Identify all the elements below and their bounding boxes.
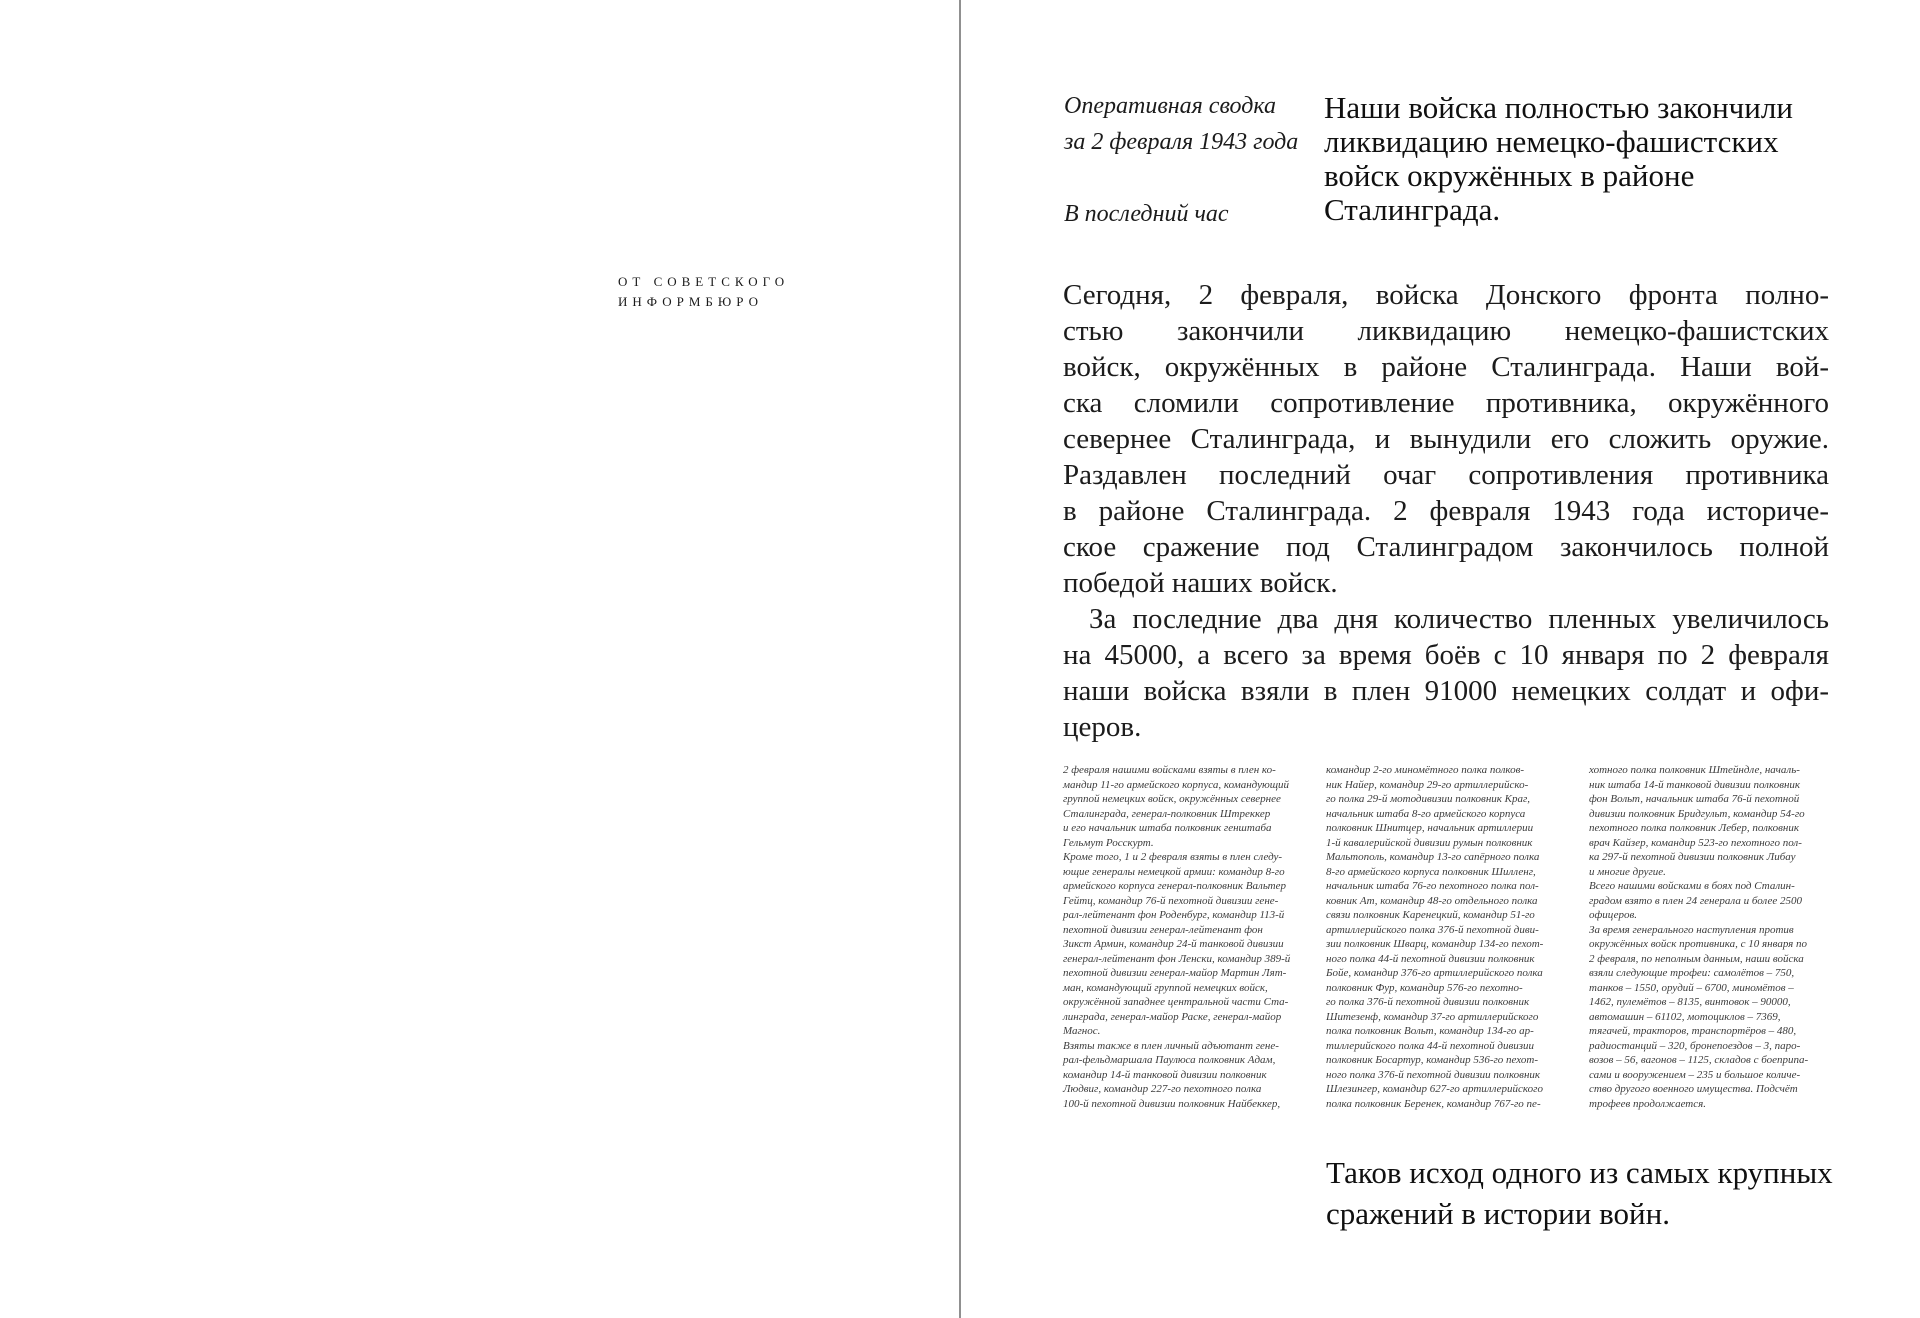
text-line: дивизии полковник Бридгульт, командир 54-го bbox=[1589, 807, 1805, 820]
text-line: 100-й пехотной дивизии полковник Найбеккер, bbox=[1063, 1097, 1281, 1110]
text-line: начальник штаба 76-го пехотного полка пол- bbox=[1326, 880, 1539, 892]
text-line: го полка 29-й мотодивизии полковник Краг, bbox=[1326, 793, 1531, 805]
text-line: тиллерийского полка 44-й пехотной дивизии bbox=[1326, 1039, 1535, 1052]
text-line: мандир 11-го армейского корпуса, командующий bbox=[1063, 778, 1290, 791]
text-line: фон Вольт, начальник штаба 76-й пехотной bbox=[1589, 793, 1800, 805]
text-line: войск, окружённых в районе Сталинграда. Наши вой- bbox=[1063, 351, 1829, 383]
captured-commanders-columns bbox=[1063, 763, 1831, 1111]
text-line: войск окружённых в районе bbox=[1324, 158, 1695, 193]
text-line: ликвидацию немецко-фашистских bbox=[1324, 124, 1779, 159]
text-line: группой немецких войск, окружённых севернее bbox=[1063, 793, 1281, 805]
text-line: Людвиг, командир 227-го пехотного полка bbox=[1063, 1083, 1262, 1095]
text-line: 1-й кавалерийской дивизии румын полковник bbox=[1326, 836, 1533, 849]
text-line: офицеров. bbox=[1589, 909, 1637, 921]
text-line: Магнос. bbox=[1063, 1025, 1101, 1037]
text-line: Бойе, командир 376-го артиллерийского полка bbox=[1326, 967, 1543, 979]
text-line: армейского корпуса генерал-полковник Вальтер bbox=[1063, 880, 1287, 892]
text-line: врач Кайзер, командир 523-го пехотного пол- bbox=[1589, 836, 1802, 849]
text-line: полковник Фур, командир 576-го пехотно- bbox=[1326, 981, 1523, 994]
closing-statement bbox=[1326, 1152, 1833, 1234]
text-line: ковник Ат, командир 48-го отдельного полка bbox=[1326, 894, 1538, 907]
text-line: рал-фельдмаршала Паулюса полковник Адам, bbox=[1063, 1054, 1276, 1066]
liquidation-paragraph bbox=[1063, 277, 1829, 601]
text-line: сами и вооружением – 235 и большое количе- bbox=[1589, 1068, 1801, 1081]
kicker-line-3: В последний час bbox=[1064, 201, 1229, 227]
text-line: начальник штаба 8-го армейского корпуса bbox=[1326, 807, 1526, 820]
text-line: зии полковник Шварц, командир 134-го пехот- bbox=[1326, 938, 1544, 950]
main-headline bbox=[1324, 91, 1844, 227]
text-line: и его начальник штаба полковник генштаба bbox=[1063, 822, 1272, 834]
text-line: 2 февраля, по неполным данным, наши войска bbox=[1589, 952, 1804, 965]
text-line: окружённых войск противника, с 10 января по bbox=[1589, 938, 1808, 950]
text-line: Гельмут Росскурт. bbox=[1063, 836, 1154, 849]
text-line: Гейтц, командир 76-й пехотной дивизии гене- bbox=[1063, 894, 1279, 907]
text-line: автомашин – 61102, мотоциклов – 7369, bbox=[1589, 1010, 1781, 1023]
text-line: танков – 1550, орудий – 6700, миномётов – bbox=[1589, 981, 1794, 994]
text-line: Шлезингер, командир 627-го артиллерийского bbox=[1326, 1083, 1543, 1095]
text-line: ного полка 376-й пехотной дивизии полковник bbox=[1326, 1068, 1541, 1081]
text-line: артиллерийского полка 376-й пехотной диви- bbox=[1326, 923, 1539, 936]
text-line: возов – 56, вагонов – 1125, складов с боеприпа- bbox=[1589, 1054, 1809, 1066]
text-line: 8-го армейского корпуса полковник Шилленг, bbox=[1326, 865, 1536, 878]
text-line: наши войска взяли в плен 91000 немецких солдат и офи- bbox=[1063, 675, 1829, 707]
text-line: в районе Сталинграда. 2 февраля 1943 года историче- bbox=[1063, 495, 1829, 527]
text-line: градом взято в плен 24 генерала и более 2500 bbox=[1589, 894, 1803, 907]
operational-report-date bbox=[1064, 88, 1298, 160]
text-line: ка 297-й пехотной дивизии полковник Либау bbox=[1589, 851, 1796, 863]
imprint-line-1: ОТ СОВЕТСКОГО bbox=[618, 274, 790, 289]
text-line: церов. bbox=[1063, 711, 1142, 743]
text-line: Зикст Армин, командир 24-й танковой дивизии bbox=[1063, 938, 1284, 950]
soviet-information-bureau-imprint bbox=[618, 272, 789, 312]
text-line: Сталинграда, генерал-полковник Штреккер bbox=[1063, 807, 1271, 820]
text-line: ник штаба 14-й танковой дивизии полковник bbox=[1589, 778, 1801, 791]
text-line: генерал-лейтенант фон Ленски, командир 389-й bbox=[1063, 952, 1291, 965]
text-line: окружённой западнее центральной части Ста- bbox=[1063, 996, 1289, 1008]
text-line: сражений в истории войн. bbox=[1326, 1196, 1670, 1231]
text-line: командир 14-й танковой дивизии полковник bbox=[1063, 1068, 1267, 1081]
text-line: ска сломили сопротивление противника, окружённого bbox=[1063, 387, 1829, 419]
commanders-column-2 bbox=[1326, 763, 1568, 1111]
text-line: Взяты также в плен личный адъютант гене- bbox=[1063, 1039, 1279, 1052]
text-line: взяли следующие трофеи: самолётов – 750, bbox=[1589, 967, 1795, 979]
text-line: За время генерального наступления против bbox=[1589, 923, 1794, 936]
text-line: рал-лейтенант фон Роденбург, командир 113-й bbox=[1063, 909, 1285, 921]
text-line: севернее Сталинграда, и вынудили его сложить оружие. bbox=[1063, 423, 1829, 455]
text-line: 2 февраля нашими войсками взяты в плен ко- bbox=[1063, 764, 1276, 776]
text-line: ман, командующий группой немецких войск, bbox=[1063, 981, 1268, 994]
text-line: на 45000, а всего за время боёв с 10 января по 2 февраля bbox=[1063, 639, 1829, 671]
text-line: полковник Шнитцер, начальник артиллерии bbox=[1326, 822, 1534, 834]
text-line: радиостанций – 320, бронепоездов – 3, паро- bbox=[1589, 1039, 1801, 1052]
text-line: Таков исход одного из самых крупных bbox=[1326, 1155, 1833, 1190]
commanders-column-1 bbox=[1063, 763, 1305, 1111]
prisoners-count-paragraph bbox=[1063, 601, 1829, 745]
text-line: пехотного полка полковник Лебер, полковник bbox=[1589, 822, 1800, 834]
text-line: Кроме того, 1 и 2 февраля взяты в плен следу- bbox=[1063, 851, 1283, 863]
text-line: ного полка 44-й пехотной дивизии полковник bbox=[1326, 952, 1535, 965]
text-line: линграда, генерал-майор Раске, генерал-майор bbox=[1063, 1010, 1282, 1023]
text-line: и многие другие. bbox=[1589, 865, 1666, 878]
kicker-line-2: за 2 февраля 1943 года bbox=[1064, 129, 1299, 155]
text-line: пехотной дивизии генерал-лейтенант фон bbox=[1063, 923, 1263, 936]
text-line: го полка 376-й пехотной дивизии полковник bbox=[1326, 996, 1530, 1008]
text-line: Шитезенф, командир 37-го артиллерийского bbox=[1326, 1010, 1539, 1023]
text-line: полка полковник Вольт, командир 134-го ар- bbox=[1326, 1025, 1534, 1037]
imprint-line-2: ИНФОРМБЮРО bbox=[618, 294, 763, 309]
in-the-last-hour-label bbox=[1064, 196, 1229, 232]
text-line: полка полковник Беренек, командир 767-го пе- bbox=[1326, 1097, 1541, 1110]
text-line: За последние два дня количество пленных увеличилось bbox=[1089, 603, 1829, 635]
page-divider bbox=[959, 0, 961, 1318]
text-line: ское сражение под Сталинградом закончилось полной bbox=[1063, 531, 1829, 563]
text-line: хотного полка полковник Штейндле, началь- bbox=[1589, 764, 1800, 776]
body-text bbox=[1063, 277, 1829, 745]
text-line: победой наших войск. bbox=[1063, 567, 1338, 599]
text-line: Сталинграда. bbox=[1324, 192, 1501, 227]
text-line: стью закончили ликвидацию немецко-фашистских bbox=[1063, 315, 1829, 347]
text-line: связи полковник Каренецкий, командир 51-го bbox=[1326, 909, 1535, 921]
text-line: Всего нашими войсками в боях под Сталин- bbox=[1589, 880, 1795, 892]
text-line: 1462, пулемётов – 8135, винтовок – 90000, bbox=[1589, 996, 1791, 1008]
commanders-column-3 bbox=[1589, 763, 1831, 1111]
text-line: ство другого военного имущества. Подсчёт bbox=[1589, 1083, 1798, 1095]
text-line: тягачей, тракторов, транспортёров – 480, bbox=[1589, 1025, 1797, 1037]
text-line: Раздавлен последний очаг сопротивления противника bbox=[1063, 459, 1829, 491]
text-line: пехотной дивизии генерал-майор Мартин Лят- bbox=[1063, 967, 1287, 979]
text-line: командир 2-го миномётного полка полков- bbox=[1326, 764, 1525, 776]
text-line: полковник Босартур, командир 536-го пехот- bbox=[1326, 1054, 1538, 1066]
text-line: Сегодня, 2 февраля, войска Донского фронта полно- bbox=[1063, 279, 1829, 311]
text-line: Мальтополь, командир 13-го сапёрного полка bbox=[1326, 851, 1540, 863]
kicker-line-1: Оперативная сводка bbox=[1064, 93, 1277, 119]
text-line: Наши войска полностью закончили bbox=[1324, 90, 1793, 125]
text-line: ющие генералы немецкой армии: командир 8-го bbox=[1063, 865, 1285, 878]
text-line: трофеев продолжается. bbox=[1589, 1097, 1706, 1110]
text-line: ник Найер, командир 29-го артиллерийско- bbox=[1326, 778, 1529, 791]
